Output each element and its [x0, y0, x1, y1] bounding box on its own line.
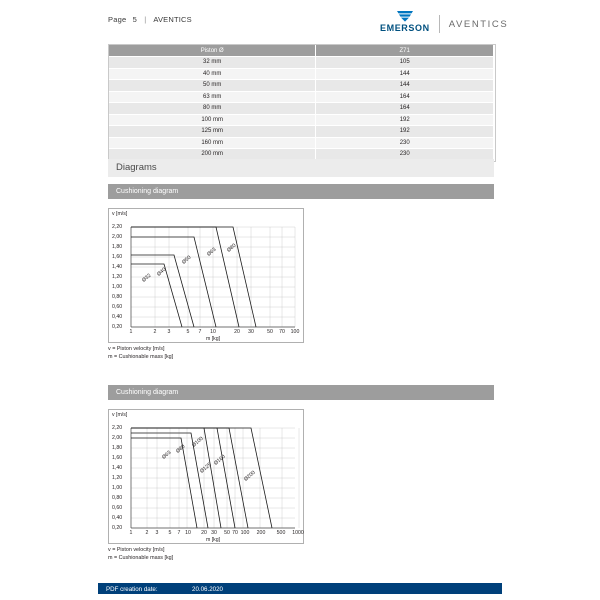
x-tick: 50 [267, 329, 273, 335]
curve-label: Ø63 [206, 246, 218, 258]
x-tick: 30 [248, 329, 254, 335]
header-brand: AVENTICS [153, 15, 192, 24]
curve-label: Ø63 [161, 449, 173, 461]
y-tick: 0,80 [112, 294, 123, 300]
curve-label: Ø32 [141, 272, 153, 284]
table-row [109, 68, 494, 80]
y-tick: 1,00 [112, 284, 123, 290]
chart-svg-2 [109, 410, 305, 545]
x-tick: 20 [234, 329, 240, 335]
header-page-info [108, 15, 192, 24]
y-tick: 0,60 [112, 304, 123, 310]
y-tick: 1,80 [112, 244, 123, 250]
section-title-diagrams: Diagrams [108, 159, 494, 177]
y-tick: 0,40 [112, 314, 123, 320]
x-axis-unit-2: m [kg] [205, 537, 221, 543]
cell-z71: 105 [316, 57, 494, 69]
y-tick: 2,00 [112, 435, 123, 441]
x-tick: 30 [211, 530, 217, 536]
chart-legend-2 [108, 547, 304, 562]
y-tick: 1,00 [112, 485, 123, 491]
emerson-mark-icon [394, 10, 416, 22]
legend-line: m = Cushionable mass [kg] [108, 353, 174, 360]
subsection-cushioning-2: Cushioning diagram [108, 385, 494, 400]
cell-piston: 32 mm [109, 57, 316, 69]
curve-label: Ø80 [226, 242, 238, 254]
cell-piston: 125 mm [109, 126, 316, 138]
legend-line: v = Piston velocity [m/s] [108, 547, 165, 553]
table-header-row [109, 45, 494, 57]
x-tick: 1 [129, 530, 133, 536]
y-tick: 1,20 [112, 475, 123, 481]
y-axis-unit-2: v [m/s] [112, 412, 128, 418]
emerson-aventics-logo [380, 10, 508, 33]
y-tick: 0,20 [112, 525, 123, 531]
table-body [109, 57, 494, 161]
cushioning-diagram-1 [108, 208, 304, 361]
page-footer [0, 578, 600, 600]
y-tick: 1,80 [112, 445, 123, 451]
curve-label: Ø125 [199, 461, 213, 475]
table-col-header-piston: Piston Ø [109, 45, 316, 57]
cell-piston: 40 mm [109, 68, 316, 80]
x-tick: 5 [168, 530, 172, 536]
table-row [109, 114, 494, 126]
x-tick: 70 [279, 329, 285, 335]
y-tick: 0,60 [112, 505, 123, 511]
x-tick: 3 [155, 530, 159, 536]
piston-table [108, 44, 494, 161]
cell-z71: 192 [316, 114, 494, 126]
cell-piston: 63 mm [109, 91, 316, 103]
y-tick: 2,20 [112, 224, 123, 230]
cushioning-diagram-2 [108, 409, 304, 562]
curve-label: Ø100 [191, 435, 205, 449]
chart-svg-1 [109, 209, 305, 344]
table-row [109, 103, 494, 115]
x-tick: 500 [276, 530, 286, 536]
table-row [109, 57, 494, 69]
emerson-wordmark: EMERSON [380, 23, 430, 33]
y-tick: 2,00 [112, 234, 123, 240]
y-tick: 1,40 [112, 465, 123, 471]
cell-piston: 200 mm [109, 149, 316, 161]
x-tick: 10 [210, 329, 216, 335]
aventics-wordmark: AVENTICS [448, 19, 509, 30]
table-row [109, 137, 494, 149]
x-tick: 7 [177, 530, 181, 536]
header-separator: | [144, 15, 147, 24]
y-tick: 1,40 [112, 264, 123, 270]
footer-label: PDF creation date: [106, 585, 158, 593]
curve-label: Ø40 [156, 266, 168, 278]
x-tick: 3 [167, 329, 171, 335]
chart-legend-1 [108, 346, 304, 361]
legend-line: v = Piston velocity [m/s] [108, 346, 165, 352]
cell-z71: 164 [316, 91, 494, 103]
cell-z71: 144 [316, 68, 494, 80]
x-tick: 50 [224, 530, 230, 536]
chart-plot-area-1 [108, 208, 304, 343]
cell-z71: 230 [316, 149, 494, 161]
subsection-cushioning-1: Cushioning diagram [108, 184, 494, 199]
cell-piston: 80 mm [109, 103, 316, 115]
x-tick: 2 [153, 329, 157, 335]
y-tick: 2,20 [112, 425, 123, 431]
x-axis-unit-1: m [kg] [205, 336, 221, 342]
cell-z71: 230 [316, 137, 494, 149]
x-tick: 2 [145, 530, 149, 536]
cell-z71: 144 [316, 80, 494, 92]
table-row [109, 91, 494, 103]
page-number: 5 [132, 15, 137, 24]
emerson-logo [380, 10, 430, 33]
table-col-header-z71: Z71 [316, 45, 494, 57]
table-row [109, 80, 494, 92]
y-tick: 1,60 [112, 254, 123, 260]
cell-z71: 164 [316, 103, 494, 115]
curve-label: Ø160 [213, 453, 227, 467]
x-tick: 10 [185, 530, 191, 536]
y-axis-unit-1: v [m/s] [112, 211, 128, 217]
page-header [0, 0, 600, 40]
x-tick: 1000 [292, 530, 304, 536]
cell-piston: 50 mm [109, 80, 316, 92]
legend-line: m = Cushionable mass [kg] [108, 554, 174, 561]
x-tick: 200 [256, 530, 266, 536]
x-tick: 7 [198, 329, 202, 335]
x-tick: 20 [201, 530, 207, 536]
curve-label: Ø50 [181, 254, 193, 266]
cell-piston: 100 mm [109, 114, 316, 126]
x-tick: 70 [232, 530, 238, 536]
table-head [109, 45, 494, 57]
table-row [109, 126, 494, 138]
curve-label: Ø200 [243, 469, 257, 483]
page-label: Page [108, 15, 127, 24]
logo-divider [439, 15, 440, 33]
x-tick: 100 [240, 530, 250, 536]
chart-plot-area-2 [108, 409, 304, 544]
x-tick: 1 [129, 329, 133, 335]
curve-label: Ø80 [175, 443, 187, 455]
y-tick: 0,40 [112, 515, 123, 521]
cell-z71: 192 [316, 126, 494, 138]
x-tick: 100 [290, 329, 300, 335]
y-tick: 1,20 [112, 274, 123, 280]
y-tick: 1,60 [112, 455, 123, 461]
x-tick: 5 [186, 329, 190, 335]
cell-piston: 160 mm [109, 137, 316, 149]
footer-bar [98, 583, 502, 594]
y-tick: 0,20 [112, 324, 123, 330]
footer-date: 20.06.2020 [192, 585, 223, 593]
y-tick: 0,80 [112, 495, 123, 501]
